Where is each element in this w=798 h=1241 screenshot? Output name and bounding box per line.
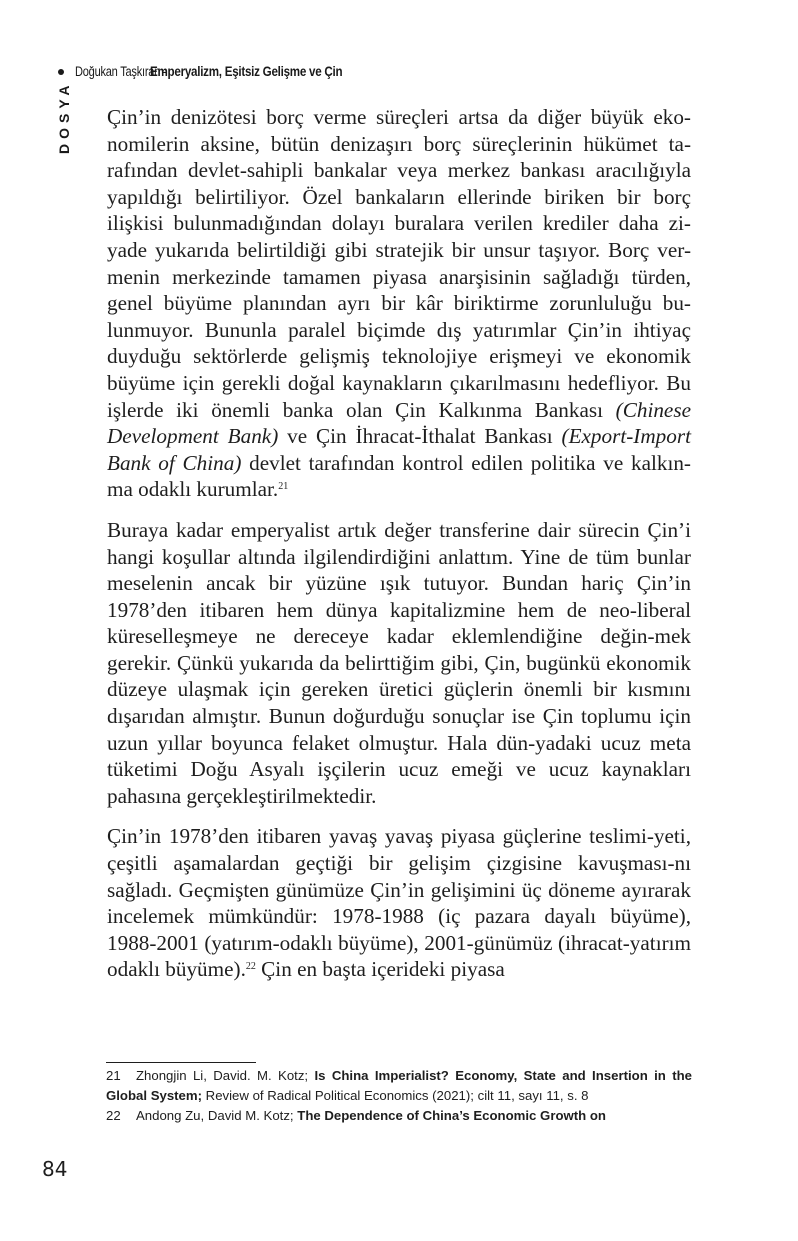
footnote-title: Is China Imperialist? Economy, State and Insertion in the Global System; bbox=[106, 1068, 692, 1103]
footnotes bbox=[106, 1066, 692, 1126]
paragraph-text: ve Çin İhracat-İthalat Bankası bbox=[278, 424, 562, 449]
paragraph-text: Çin’in denizötesi borç verme süreçleri artsa da diğer büyük eko-nomilerin aksine, bütün denizaşırı borç süreçlerinin hükümet ta-rafından devlet-sahipli bankalar veya merkez bankası aracılığıyla yapıldığı belirtiliyor. Özel bankaların ellerinde biriken bir borç ilişkisi bulunmadığından dolayı buralara verilen krediler daha zi-yade yukarıda belirtildiği gibi stratejik bir unsur taşıyor. Borç ver-menin merkezinde tamamen piyasa anarşisinin sağladığı türden, genel büyüme planından ayrı bir kâr biriktirme zorunluluğu bu-lunmuyor. Bununla paralel biçimde dış yatırımlar Çin’in ihtiyaç duyduğu sektörlerde gelişmiş teknolojiye erişmeyi ve ekonomik büyüme için gerekli doğal kaynakların çıkarılmasını hedefliyor. Bu işlerde iki önemli banka olan Çin Kalkınma Bankası bbox=[107, 105, 691, 422]
italic-term: (Chinese Development Bank) bbox=[107, 397, 691, 449]
body-text bbox=[107, 104, 691, 997]
paragraph-1 bbox=[107, 104, 691, 503]
footnote-number: 21 bbox=[106, 1068, 121, 1083]
italic-term: (Export-Import Bank of China) bbox=[107, 424, 691, 475]
footnote-source: Review of Radical Political Economics (2021); cilt 11, sayı 11, s. 8 bbox=[202, 1088, 589, 1103]
page-number: 84 bbox=[42, 1157, 68, 1181]
paragraph-2: Buraya kadar emperyalist artık değer transferine dair sürecin Çin’i hangi koşullar altında ilgilendirdiğini anlattım. Yine de tüm bunlar meselenin ancak bir yüzüne ışık tutuyor. Bundan hariç Çin’in 1978’den itibaren hem dünya kapitalizmine hem de neo-liberal küreselleşmeye ne dereceye kadar eklemlendiğine değin-mek gerekir. Çünkü yukarıda da belirttiğim gibi, Çin, bugünkü ekonomik düzeye ulaşmak için gereken üretici güçlerin önemli bir kısmını dışarıdan almıştır. Bunun doğurduğu sonuçlar ise Çin toplumu için uzun yıllar boyunca felaket olmuştur. Hala dün-yadaki ucuz meta tüketimi Doğu Asyalı işçilerin ucuz emeği ve ucuz kaynakları pahasına gerçekleştirilmektedir. bbox=[107, 517, 691, 808]
footnote-22 bbox=[106, 1106, 692, 1126]
running-head bbox=[58, 64, 374, 79]
bullet-icon bbox=[58, 69, 64, 75]
paragraph-text: Çin en başta içerideki piyasa bbox=[255, 957, 505, 982]
paragraph-text: Çin’in 1978’den itibaren yavaş yavaş piyasa güçlerine teslimi-yeti, çeşitli aşamalardan geçtiği bir gelişim çizgisine kavuşması-nı sağladı. Geçmişten günümüze Çin’in gelişimini üç döneme ayırarak incelemek mümkündür: 1978-1988 (iç pazara dayalı büyüme), 1988-2001 (yatırım-odaklı büyüme), 2001-günümüz (ihracat-yatırım odaklı büyüme). bbox=[107, 824, 691, 982]
footnote-title: The Dependence of China’s Economic Growth on bbox=[297, 1108, 606, 1123]
footnote-authors: Andong Zu, David M. Kotz; bbox=[136, 1108, 298, 1123]
footnote-21 bbox=[106, 1066, 692, 1106]
footnote-ref-22[interactable]: 22 bbox=[245, 961, 256, 973]
footnote-divider bbox=[106, 1062, 256, 1063]
section-label: DOSYA bbox=[56, 80, 72, 154]
paragraph-text: devlet tarafından kontrol edilen politika ve kalkın-ma odaklı kurumlar. bbox=[107, 450, 691, 502]
footnote-number: 22 bbox=[106, 1108, 121, 1123]
running-head-title: Emperyalizm, Eşitsiz Gelişme ve Çin bbox=[150, 64, 343, 79]
footnote-authors: Zhongjin Li, David. M. Kotz; bbox=[136, 1068, 315, 1083]
running-head-author: Doğukan Taşkıran - bbox=[75, 64, 167, 79]
footnote-ref-21[interactable]: 21 bbox=[278, 481, 289, 493]
paragraph-3 bbox=[107, 823, 691, 983]
